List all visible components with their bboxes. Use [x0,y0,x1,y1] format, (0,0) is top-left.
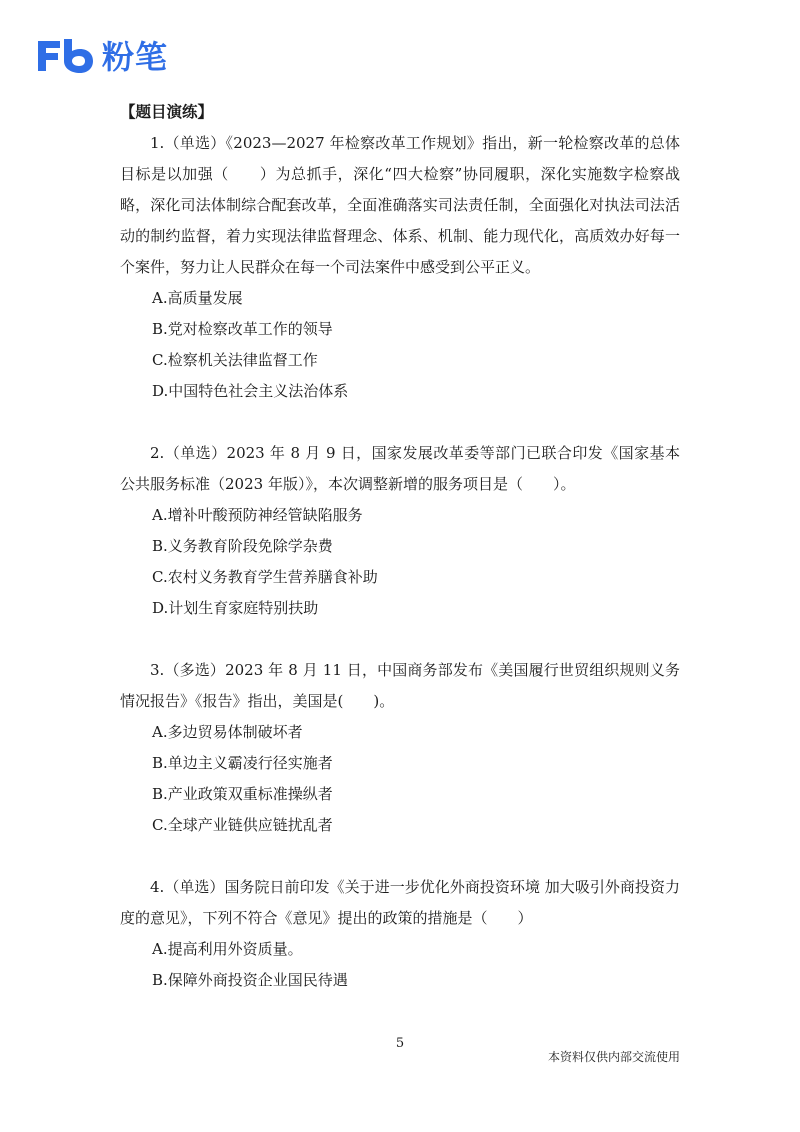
question-4-option-a: A.提高利用外资质量。 [152,940,303,958]
question-1-option-c: C.检察机关法律监督工作 [152,351,318,369]
question-3-option-3: B.产业政策双重标准操纵者 [152,785,333,803]
brand-name: 粉笔 [102,38,169,76]
page-number: 5 [395,1036,405,1051]
section-title: 【题目演练】 [120,103,214,121]
brand-logo [34,32,168,78]
document-body [120,98,680,996]
question-2-option-a: A.增补叶酸预防神经管缺陷服务 [152,506,363,524]
question-4-text: 4.（单选）国务院日前印发《关于进一步优化外商投资环境 加大吸引外商投资力度的意见》，下列不符合《意见》提出的政策的措施是（ ） [120,878,680,927]
footer-note: 本资料仅供内部交流使用 [547,1050,680,1064]
fb-logo-icon [34,35,96,75]
question-3-option-2: B.单边主义霸凌行径实施者 [152,754,333,772]
question-3-option-1: A.多边贸易体制破坏者 [152,723,303,741]
question-1-text: 1.（单选）《2023—2027 年检察改革工作规划》指出，新一轮检察改革的总体目标是以加强（ ）为总抓手，深化“四大检察”协同履职，深化实施数字检察战略，深化司法体制综合配套改革，全面准确落实司法责任制，全面强化对执法司法活动的制约监督，着力实现法律监督理念、体系、机制、能力现代化，高质效办好每一个案件，努力让人民群众在每一个司法案件中感受到公平正义。 [120,134,680,276]
question-2-option-b: B.义务教育阶段免除学杂费 [152,537,333,555]
question-3-option-4: C.全球产业链供应链扰乱者 [152,816,333,834]
question-1-option-a: A.高质量发展 [152,289,243,307]
question-4-option-b: B.保障外商投资企业国民待遇 [152,971,348,989]
question-2-option-c: C.农村义务教育学生营养膳食补助 [152,568,378,586]
question-2-text: 2.（单选）2023 年 8 月 9 日，国家发展改革委等部门已联合印发《国家基本公共服务标准（2023 年版）》，本次调整新增的服务项目是（ ）。 [120,444,680,493]
question-2-option-d: D.计划生育家庭特别扶助 [152,599,319,617]
question-1-option-d: D.中国特色社会主义法治体系 [152,382,349,400]
question-1-option-b: B.党对检察改革工作的领导 [152,320,333,338]
question-3-text: 3.（多选）2023 年 8 月 11 日，中国商务部发布《美国履行世贸组织规则义务情况报告》《报告》指出，美国是( )。 [120,661,680,710]
